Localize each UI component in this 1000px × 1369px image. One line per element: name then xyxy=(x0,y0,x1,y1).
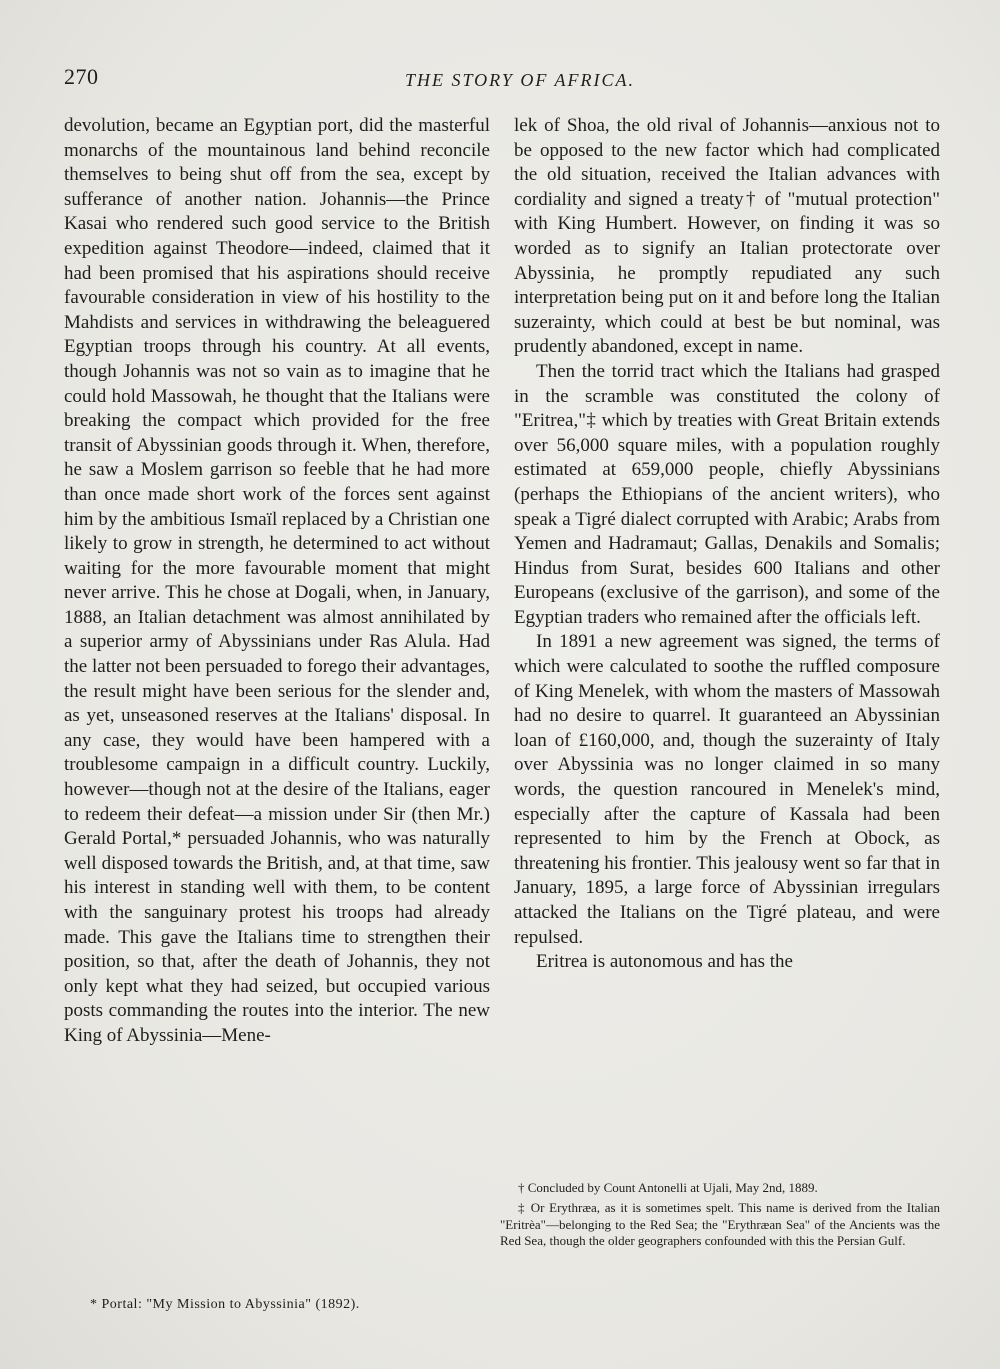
page-number: 270 xyxy=(64,64,99,89)
right-footnotes xyxy=(500,1180,940,1250)
right-column-paragraph-4: Eritrea is autonomous and has the xyxy=(536,951,793,973)
right-column xyxy=(514,114,940,975)
running-head: THE STORY OF AFRICA. xyxy=(404,70,636,90)
left-column xyxy=(64,114,490,1049)
right-column-paragraph-3: In 1891 a new agreement was signed, the terms of which were calculated to soothe the ruffled composure of King Menelek, with whom the masters of Massowah had no desire to quarrel. It guaranteed an Abyssinian loan of £160,000, and, though the suzerainty of Italy over Abyssinia was no longer claimed in so many words, the question rancoured in Menelek's mind, especially after the capture of Kassala had been represented to him by the French at Obock, as threatening his frontier. This jealousy went so far that in January, 1895, a large force of Abyssinian irregulars attacked the Italians on the Tigré plateau, and were repulsed. xyxy=(514,631,940,948)
footnote-portal: * Portal: "My Mission to Abyssinia" (1892). xyxy=(90,1297,360,1312)
right-column-paragraph-1: lek of Shoa, the old rival of Johannis—anxious not to be opposed to the new factor which had complicated the old situation, received the Italian advances with cordiality and signed a treaty† of "mutual protection" with King Humbert. However, on finding it was so worded as to signify an Italian protectorate over Abyssinia, he promptly repudiated any such interpretation being put on it and before long the Italian suzerainty, which could at best be but nominal, was prudently abandoned, except in name. xyxy=(514,115,940,358)
page-header xyxy=(64,64,936,96)
right-column-paragraph-2: Then the torrid tract which the Italians had grasped in the scramble was constituted the colony of "Eritrea,"‡ which by treaties with Great Britain extends over 56,000 square miles, with a population roughly estimated at 659,000 people, chiefly Abyssinians (perhaps the Ethiopians of the ancient writers), who speak a Tigré dialect corrupted with Arabic; Arabs from Yemen and Hadramaut; Gallas, Denakils and Somalis; Hindus from Surat, besides 600 Italians and other Europeans (exclusive of the garrison), and some of the Egyptian traders who remained after the officials left. xyxy=(514,360,940,628)
footnote-antonelli: † Concluded by Count Antonelli at Ujali, May 2nd, 1889. xyxy=(518,1180,818,1195)
left-column-paragraph: devolution, became an Egyptian port, did the masterful monarchs of the mountainous land behind reconcile themselves to being shut off from the sea, except by sufferance of another nation. Johannis—the Prince Kasai who rendered such good service to the British expedition against Theodore—indeed, claimed that it had been promised that his aspirations should receive favourable consideration in view of his hostility to the Mahdists and services in withdrawing the beleaguered Egyptian troops through his country. At all events, though Johannis was not so vain as to imagine that he could hold Massowah, he thought that the Italians were breaking the compact which provided for the free transit of Abyssinian goods through it. When, therefore, he saw a Moslem garrison so feeble that he had more than once made short work of the forces sent against him by the ambitious Ismaïl replaced by a Christian one likely to grow in strength, he determined to act without waiting for the more favourable moment that might never arrive. This he chose at Dogali, when, in January, 1888, an Italian detachment was almost annihilated by a superior army of Abyssinians under Ras Alula. Had the latter not been persuaded to forego their advantages, the result might have been serious for the slender and, as yet, unseasoned reserves at the Italians' disposal. In any case, they would have been hampered with a troublesome campaign in a difficult country. Luckily, however—though not at the desire of the Italians, eager to redeem their defeat—a mission under Sir (then Mr.) Gerald Portal,* persuaded Johannis, who was naturally well disposed towards the British, and, at that time, saw his interest in standing well with them, to be content with the sanguinary protest his troops had already made. This gave the Italians time to strengthen their position, so that, after the death of Johannis, they not only kept what they had seized, but occupied various posts commanding the routes into the interior. The new King of Abyssinia—Mene- xyxy=(64,115,490,1046)
footnote-erythraea: ‡ Or Erythræa, as it is sometimes spelt. This name is derived from the Italian "Eritrèa"—belonging to the Red Sea; the "Erythræan Sea" of the Ancients was the Red Sea, though the older geographers confounded with this the Persian Gulf. xyxy=(500,1200,940,1249)
